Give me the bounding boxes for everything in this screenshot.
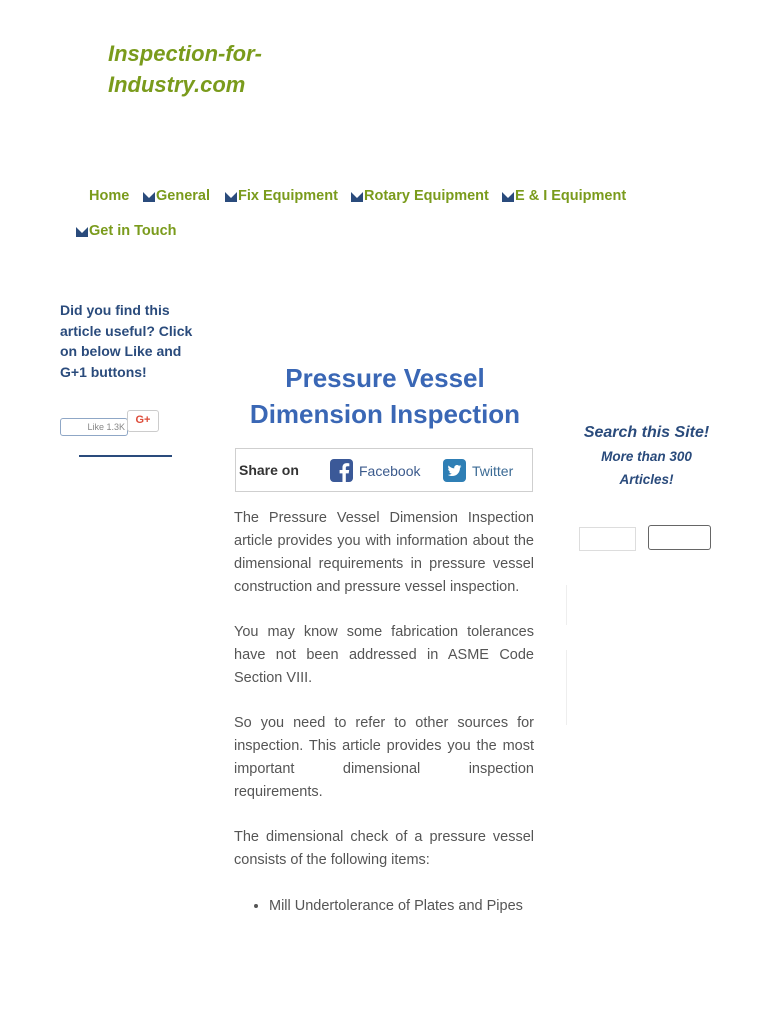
nav-item-home[interactable] <box>89 188 129 204</box>
divider <box>566 585 567 625</box>
list-item: • Mill Undertolerance of Plates and Pipes <box>269 895 534 918</box>
divider <box>566 650 567 725</box>
search-widget <box>574 420 719 491</box>
article-paragraph: So you need to refer to other sources for inspection. This article provides you the most important dimensional inspection requirements. <box>234 715 534 800</box>
like-button-label: Like 1.3K <box>87 422 125 432</box>
facebook-icon <box>330 459 353 482</box>
article-body <box>234 507 534 918</box>
share-facebook-button[interactable] <box>330 459 420 482</box>
article-paragraph: The dimensional check of a pressure vessel consists of the following items: <box>234 829 534 868</box>
gplus-icon: G+ <box>135 414 151 426</box>
dropdown-arrow-icon <box>502 192 514 202</box>
search-subheading: More than 300 Articles! <box>601 449 692 487</box>
page-title: Pressure Vessel Dimension Inspection <box>249 363 521 429</box>
nav-item-label: Get in Touch <box>89 223 177 239</box>
dropdown-arrow-icon <box>225 192 237 202</box>
share-twitter-button[interactable] <box>443 459 513 482</box>
nav-item-e-and-i-equipment[interactable] <box>502 188 626 204</box>
nav-item-general[interactable] <box>143 188 210 204</box>
share-bar <box>235 448 533 492</box>
like-prompt-text: Did you find this article useful? Click on below Like and G+1 buttons! <box>60 302 193 380</box>
search-button[interactable] <box>648 525 711 550</box>
site-title[interactable]: Inspection-for-Industry.com <box>108 41 262 97</box>
nav-item-label: Fix Equipment <box>238 188 338 204</box>
article-paragraph: You may know some fabrication tolerances have not been addressed in ASME Code Section VIII. <box>234 624 534 686</box>
dropdown-arrow-icon <box>143 192 155 202</box>
facebook-label: Facebook <box>359 462 421 479</box>
nav-item-label: E & I Equipment <box>515 188 627 204</box>
dropdown-arrow-icon <box>351 192 363 202</box>
article-paragraph: The Pressure Vessel Dimension Inspection article provides you with information about the dimensional requirements in pressure vessel construction and pressure vessel inspection. <box>234 510 534 595</box>
inspection-items-list <box>234 895 534 918</box>
divider <box>79 455 172 457</box>
twitter-icon <box>443 459 466 482</box>
share-label: Share on <box>239 462 299 478</box>
nav-item-label: General <box>156 188 210 204</box>
nav-item-label: Rotary Equipment <box>364 188 489 204</box>
google-plus-button[interactable] <box>127 410 159 432</box>
nav-item-label: Home <box>89 188 130 204</box>
facebook-like-button[interactable] <box>60 418 128 436</box>
dropdown-arrow-icon <box>76 227 88 237</box>
nav-item-fix-equipment[interactable] <box>225 188 338 204</box>
twitter-label: Twitter <box>472 462 514 479</box>
nav-item-get-in-touch[interactable] <box>76 223 177 239</box>
nav-item-rotary-equipment[interactable] <box>351 188 489 204</box>
search-input[interactable] <box>579 527 636 551</box>
search-heading: Search this Site! <box>583 424 710 441</box>
